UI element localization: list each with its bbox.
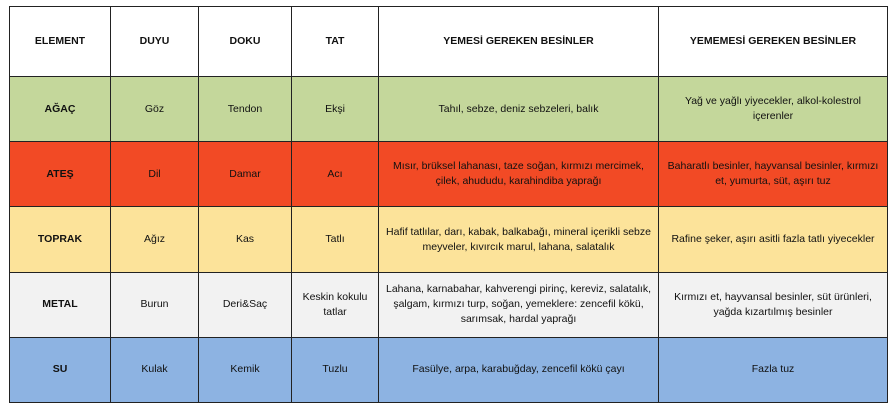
- yememesi-cell: Baharatlı besinler, hayvansal besinler, kırmızı et, yumurta, süt, aşırı tuz: [659, 142, 888, 207]
- duyu-cell: Kulak: [111, 337, 199, 402]
- header-yemesi: YEMESİ GEREKEN BESİNLER: [379, 7, 659, 77]
- yemesi-cell: Hafif tatlılar, darı, kabak, balkabağı, mineral içerikli sebze meyveler, kıvırcık marul, lahana, salatalık: [379, 207, 659, 272]
- doku-cell: Deri&Saç: [199, 272, 292, 337]
- header-duyu: DUYU: [111, 7, 199, 77]
- yememesi-cell: Kırmızı et, hayvansal besinler, süt ürünleri, yağda kızartılmış besinler: [659, 272, 888, 337]
- tat-cell: Tatlı: [292, 207, 379, 272]
- tat-cell: Keskin kokulu tatlar: [292, 272, 379, 337]
- yememesi-cell: Yağ ve yağlı yiyecekler, alkol-kolestrol içerenler: [659, 77, 888, 142]
- yemesi-cell: Mısır, brüksel lahanası, taze soğan, kırmızı mercimek, çilek, ahududu, karahindiba yaprağı: [379, 142, 659, 207]
- header-element: ELEMENT: [10, 7, 111, 77]
- elements-table: [9, 6, 888, 403]
- duyu-cell: Göz: [111, 77, 199, 142]
- element-cell: ATEŞ: [10, 142, 111, 207]
- header-yememesi: YEMEMESİ GEREKEN BESİNLER: [659, 7, 888, 77]
- header-tat: TAT: [292, 7, 379, 77]
- duyu-cell: Dil: [111, 142, 199, 207]
- element-cell: METAL: [10, 272, 111, 337]
- table-row: [10, 207, 888, 272]
- yemesi-cell: Lahana, karnabahar, kahverengi pirinç, kereviz, salatalık, şalgam, kırmızı turp, soğan, yemeklere: zencefil kökü, sarımsak, hardal yaprağı: [379, 272, 659, 337]
- tat-cell: Acı: [292, 142, 379, 207]
- element-cell: TOPRAK: [10, 207, 111, 272]
- duyu-cell: Burun: [111, 272, 199, 337]
- yememesi-cell: Fazla tuz: [659, 337, 888, 402]
- yemesi-cell: Tahıl, sebze, deniz sebzeleri, balık: [379, 77, 659, 142]
- tat-cell: Ekşi: [292, 77, 379, 142]
- doku-cell: Kas: [199, 207, 292, 272]
- doku-cell: Kemik: [199, 337, 292, 402]
- yememesi-cell: Rafine şeker, aşırı asitli fazla tatlı yiyecekler: [659, 207, 888, 272]
- header-row: [10, 7, 888, 77]
- table-row: [10, 142, 888, 207]
- table-row: [10, 337, 888, 402]
- element-cell: SU: [10, 337, 111, 402]
- doku-cell: Tendon: [199, 77, 292, 142]
- table-row: [10, 77, 888, 142]
- tat-cell: Tuzlu: [292, 337, 379, 402]
- element-cell: AĞAÇ: [10, 77, 111, 142]
- table-row: [10, 272, 888, 337]
- duyu-cell: Ağız: [111, 207, 199, 272]
- yemesi-cell: Fasülye, arpa, karabuğday, zencefil kökü çayı: [379, 337, 659, 402]
- doku-cell: Damar: [199, 142, 292, 207]
- header-doku: DOKU: [199, 7, 292, 77]
